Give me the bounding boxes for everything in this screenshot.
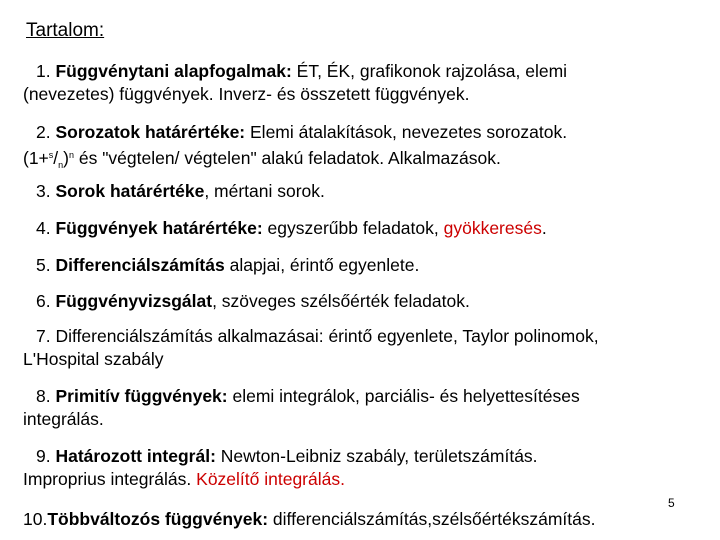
list-item [23,508,693,531]
item-heading: Sorok határértéke [55,181,205,201]
item-text: Newton-Leibniz szabály, területszámítás. [215,446,538,466]
item-text: alapjai, érintő egyenlete. [224,255,420,275]
list-item [23,254,693,277]
highlighted-text: Közelítő integrálás. [196,469,345,489]
item-text: ÉT, ÉK, grafikonok rajzolása, elemi [291,61,568,81]
page-number: 5 [668,496,675,510]
item-heading: Primitív függvények: [55,386,228,406]
item-text: Elemi átalakítások, nevezetes sorozatok. [245,122,568,142]
item-text-end: . [541,218,547,238]
item-text: egyszerűbb feladatok, [262,218,444,238]
list-item [23,121,693,177]
item-number: 4. [36,218,51,238]
item-number: 5. [36,255,51,275]
item-text-continued: (nevezetes) függvények. Inverz- és összetett függvények. [23,84,470,104]
list-item [23,60,693,106]
item-number: 3. [36,181,51,201]
formula: $(1+^s/_n)^n$ [23,148,75,170]
item-text: differenciálszámítás,szélsőértékszámítás. [268,509,596,529]
list-item [23,217,693,240]
list-item [23,290,693,313]
item-number: 8. [36,386,51,406]
list-item [23,325,693,371]
item-number: 1. [36,61,51,81]
item-text: Differenciálszámítás alkalmazásai: érintő egyenlete, Taylor polinomok, [50,326,599,346]
highlighted-text: gyökkeresés [443,218,542,238]
item-heading: Differenciálszámítás [55,255,225,275]
item-text: elemi integrálok, parciális- és helyettesítéses [227,386,580,406]
item-heading: Sorozatok határértéke: [55,122,246,142]
item-heading: Függvények határértéke: [55,218,263,238]
item-text-continued: L'Hospital szabály [23,349,164,369]
item-text-continued: Improprius integrálás. [23,469,197,489]
list-item [23,385,693,431]
item-text-continued: integrálás. [23,409,104,429]
item-number: 6. [36,291,51,311]
item-number: 10. [23,509,48,529]
item-heading: Határozott integrál: [55,446,216,466]
item-number: 7. [36,326,51,346]
item-number: 9. [36,446,51,466]
list-item [23,180,693,203]
item-heading: Függvényvizsgálat [55,291,213,311]
item-text: , mértani sorok. [204,181,325,201]
page-title: Tartalom: [26,20,105,41]
item-number: 2. [36,122,51,142]
item-text-continued: és "végtelen/ végtelen" alakú feladatok. Alkalmazások. [74,148,501,168]
item-text: , szöveges szélsőérték feladatok. [212,291,470,311]
item-heading: Többváltozós függvények: [47,509,269,529]
item-heading: Függvénytani alapfogalmak: [55,61,292,81]
list-item [23,445,693,491]
